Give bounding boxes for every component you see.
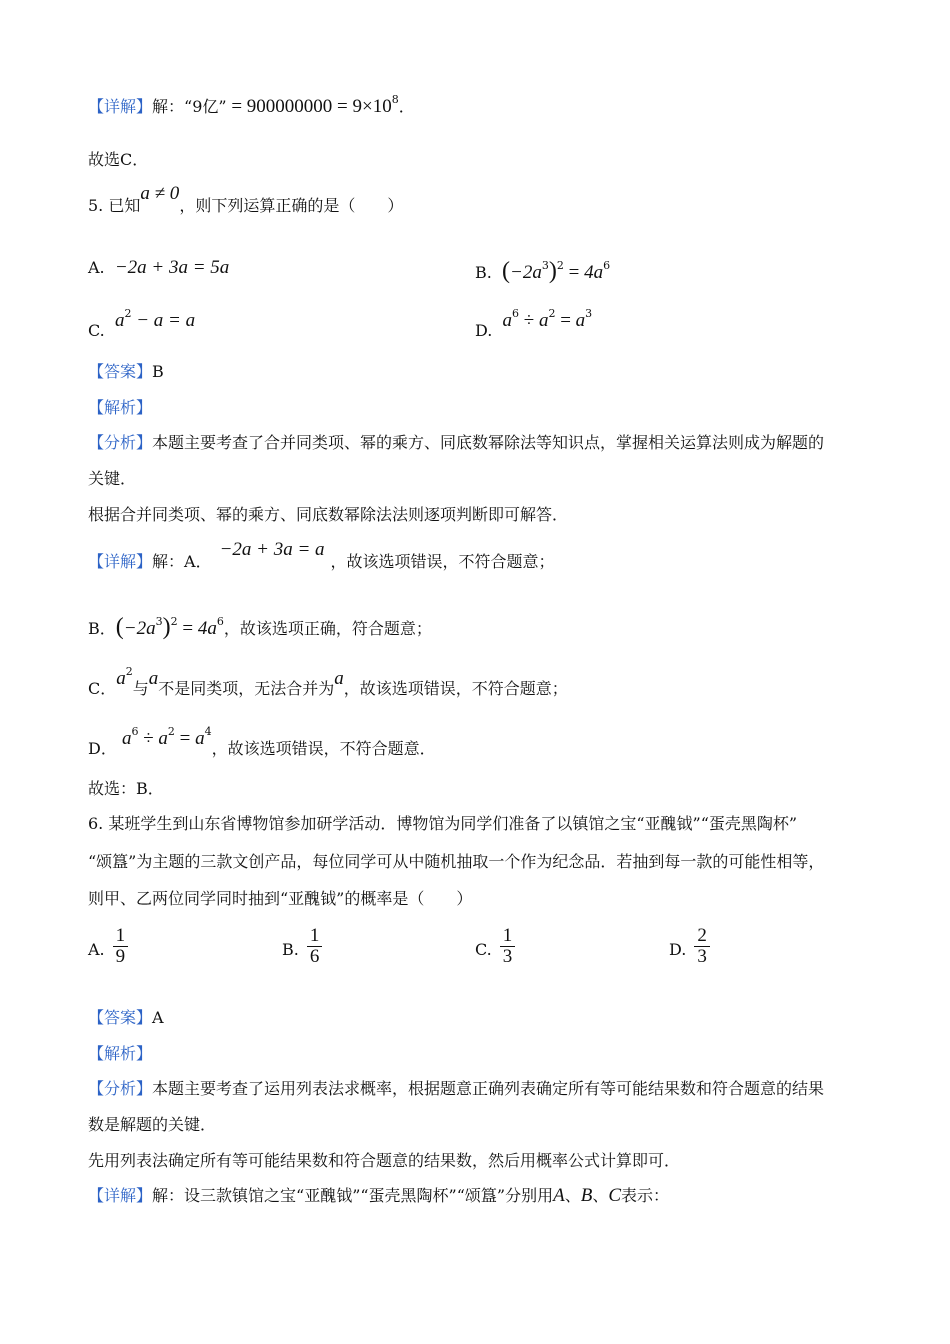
q6-option-b: B. $\frac{1}{6}$ <box>282 926 322 967</box>
q6-analysis-line1: 【分析】本题主要考查了运用列表法求概率，根据题意正确列表确定所有等可能结果数和符合题意的结果 <box>88 1079 825 1098</box>
q6-stem-line1: 6. 某班学生到山东省博物馆参加研学活动．博物馆为同学们准备了以镇馆之宝“亚醜钺”“蛋壳黑陶杯” <box>88 814 798 833</box>
detail-tag: 【详解】 <box>88 97 153 116</box>
q6-analysis-tag: 【解析】 <box>88 1044 153 1063</box>
q4-detail-line: 【详解】解：“9亿” = $900000000 = 9\times 10^8$． <box>88 93 415 117</box>
q5-analysis-tag: 【解析】 <box>88 398 153 417</box>
q6-option-d: D. $\frac{2}{3}$ <box>669 926 710 967</box>
q4-choose: 故选C． <box>88 150 149 169</box>
q5-answer: 【答案】B <box>88 362 164 381</box>
q5-detail-a: 【详解】解：A．−2a + 3a = a，故该选项错误，不符合题意； <box>88 539 555 571</box>
q6-detail: 【详解】解：设三款镇馆之宝“亚醜钺”“蛋壳黑陶杯”“颂簋”分别用A、B、C表示： <box>88 1185 670 1206</box>
q5-detail-c: C．$a^2$与a不是同类项，无法合并为a，故该选项错误，不符合题意； <box>88 665 568 698</box>
q5-method: 根据合并同类项、幂的乘方、同底数幂除法法则逐项判断即可解答． <box>88 505 569 524</box>
q5-analysis-line2: 关键． <box>88 469 137 488</box>
q6-stem-line3: 则甲、乙两位同学同时抽到“亚醜钺”的概率是（ ） <box>88 889 473 908</box>
q5-option-d: D. $a^6 \div a^2 = a^3$ <box>475 307 593 340</box>
q5-option-c: C. $a^2 - a = a$ <box>88 307 196 340</box>
q5-option-b: B. $(-2a^3)^2 = 4a^6$ <box>475 258 611 284</box>
q6-method: 先用列表法确定所有等可能结果数和符合题意的结果数，然后用概率公式计算即可． <box>88 1151 681 1170</box>
q6-analysis-line2: 数是解题的关键． <box>88 1115 217 1134</box>
q5-stem: 5. 已知a ≠ 0，则下列运算正确的是（ ） <box>88 183 404 215</box>
q5-analysis-line1: 【分析】本题主要考查了合并同类项、幂的乘方、同底数幂除法等知识点，掌握相关运算法则成为解题的 <box>88 433 825 452</box>
q6-answer: 【答案】A <box>88 1008 164 1027</box>
q5-option-a: A. −2a + 3a = 5a <box>88 257 230 278</box>
q6-stem-line2: “颂簋”为主题的三款文创产品，每位同学可从中随机抽取一个作为纪念品．若抽到每一款的可能性相等， <box>88 852 825 871</box>
fraction: $\frac{1}{9}$ <box>113 926 129 967</box>
q6-option-a: A. $\frac{1}{9}$ <box>88 926 128 967</box>
q4-detail-text: 解：“9亿” <box>152 97 227 116</box>
fraction: $\frac{1}{6}$ <box>307 926 323 967</box>
q5-condition: a ≠ 0 <box>140 183 180 204</box>
fraction: $\frac{2}{3}$ <box>694 926 710 967</box>
q5-choose: 故选：B． <box>88 779 164 798</box>
q5-detail-b: B．$(-2a^3)^2 = 4a^6$，故该选项正确，符合题意； <box>88 614 432 640</box>
q6-option-c: C. $\frac{1}{3}$ <box>475 926 515 967</box>
q4-value: 900000000 <box>246 96 333 117</box>
q5-detail-d: D． $a^6 \div a^2 = a^4$，故该选项错误，不符合题意． <box>88 725 436 758</box>
fraction: $\frac{1}{3}$ <box>500 926 516 967</box>
